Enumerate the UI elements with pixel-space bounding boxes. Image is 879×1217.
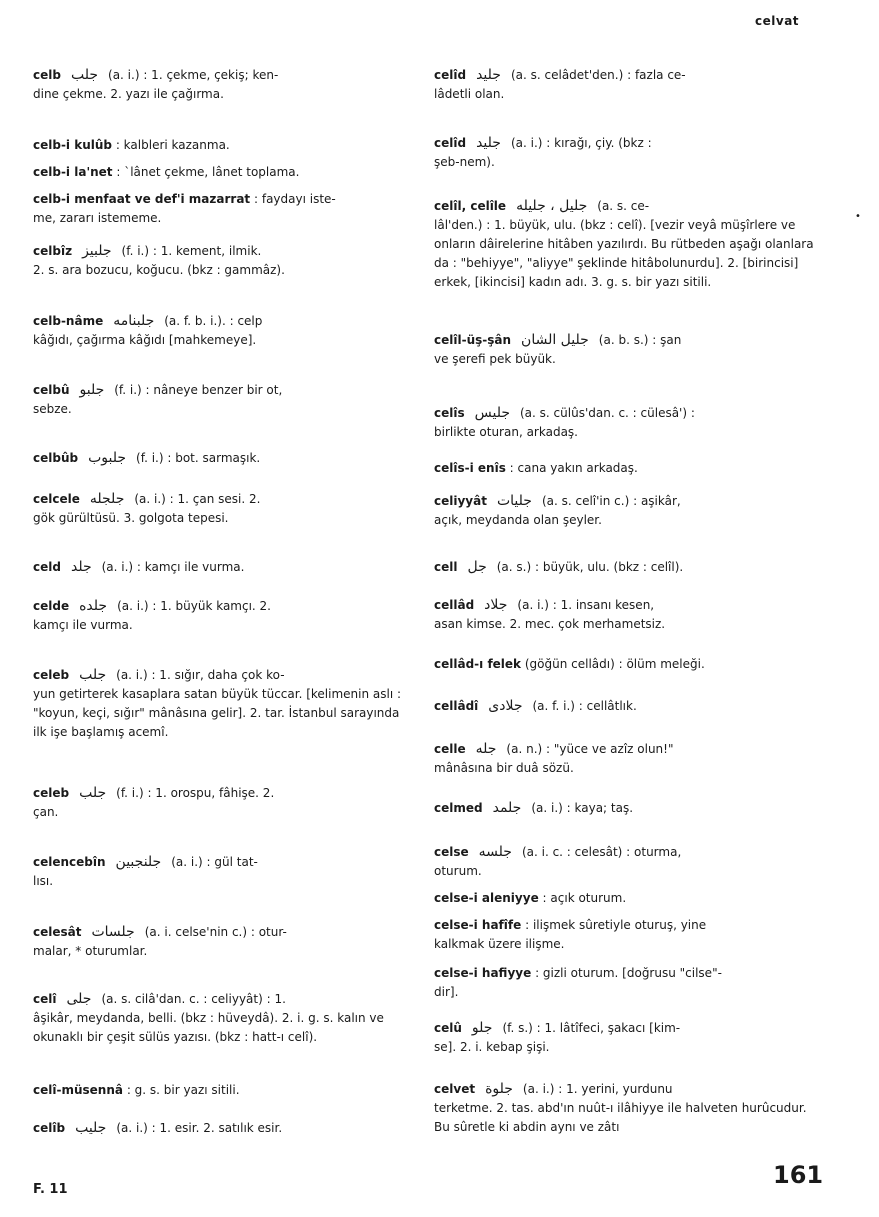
arabic-script: جلبوب bbox=[88, 450, 127, 466]
definition-start: (f. i.) : 1. orospu, fâhişe. 2. bbox=[116, 786, 275, 800]
entry-first-line bbox=[434, 799, 814, 818]
footer-signature: F. 11 bbox=[33, 1182, 68, 1197]
definition-start: (a. i.) : kaya; taş. bbox=[531, 801, 634, 815]
dictionary-entry bbox=[434, 596, 814, 634]
definition-start: (a. i.) : 1. yerini, yurdunu bbox=[522, 1082, 673, 1096]
definition-start: (a. i.) : kırağı, çiy. (bkz : bbox=[510, 136, 652, 150]
entry-first-line bbox=[434, 916, 814, 935]
headword: celû bbox=[434, 1021, 462, 1035]
definition-continued: se]. 2. i. kebap şişi. bbox=[434, 1040, 550, 1054]
entry-first-line bbox=[33, 666, 413, 685]
dictionary-entry bbox=[33, 990, 413, 1047]
entry-first-line bbox=[434, 1019, 814, 1038]
headword: celb-i menfaat ve def'i mazarrat bbox=[33, 192, 251, 206]
arabic-script: جلو bbox=[471, 1020, 493, 1036]
headword: cell bbox=[434, 560, 458, 574]
arabic-script: جليد bbox=[476, 135, 501, 151]
dictionary-entry bbox=[33, 1119, 413, 1138]
definition-continued: 2. s. ara bozucu, koğucu. (bkz : gammâz). bbox=[33, 263, 285, 277]
definition-start: (a. i.) : 1. sığır, daha çok ko- bbox=[116, 668, 285, 682]
headword: celîs bbox=[434, 406, 465, 420]
definition-continued: kalkmak üzere ilişme. bbox=[434, 937, 565, 951]
arabic-script: جليل ، جليله bbox=[516, 198, 588, 214]
entry-first-line bbox=[33, 1081, 413, 1100]
entry-first-line bbox=[33, 136, 413, 155]
dictionary-entry bbox=[33, 784, 413, 822]
definition-continued: kâğıdı, çağırma kâğıdı [mahkemeye]. bbox=[33, 333, 257, 347]
entry-first-line bbox=[33, 923, 413, 942]
entry-first-line bbox=[434, 740, 814, 759]
arabic-script: جلسات bbox=[91, 924, 135, 940]
dictionary-entry bbox=[33, 558, 413, 577]
entry-first-line bbox=[33, 66, 413, 85]
dictionary-entry bbox=[33, 190, 413, 228]
headword: celb-nâme bbox=[33, 314, 104, 328]
dictionary-entry bbox=[434, 697, 814, 716]
headword: celd bbox=[33, 560, 61, 574]
headword: celîb bbox=[33, 1121, 66, 1135]
arabic-script: جلب bbox=[79, 785, 107, 801]
definition-start: (a. i.) : 1. çekme, çekiş; ken- bbox=[108, 68, 279, 82]
headword: celb bbox=[33, 68, 61, 82]
entry-first-line bbox=[33, 242, 413, 261]
arabic-script: جلب bbox=[70, 67, 99, 83]
definition-start: (a. s. celî'in c.) : aşikâr, bbox=[541, 494, 681, 508]
entry-first-line bbox=[33, 381, 413, 400]
definition-continued: çan. bbox=[33, 805, 59, 819]
dictionary-entry bbox=[33, 66, 413, 104]
dictionary-entry bbox=[434, 964, 814, 1002]
headword: celencebîn bbox=[33, 855, 106, 869]
entry-first-line bbox=[33, 990, 413, 1009]
entry-first-line bbox=[33, 490, 413, 509]
headword: celeb bbox=[33, 786, 70, 800]
entry-first-line bbox=[434, 459, 814, 478]
definition-start: : kalbleri kazanma. bbox=[115, 138, 230, 152]
headword: celîd bbox=[434, 136, 467, 150]
definition-continued: lısı. bbox=[33, 874, 54, 888]
headword: celse-i aleniyye bbox=[434, 891, 539, 905]
arabic-script: جليل الشان bbox=[521, 332, 589, 348]
dictionary-entry bbox=[434, 655, 814, 674]
definition-continued: kamçı ile vurma. bbox=[33, 618, 133, 632]
entry-first-line bbox=[33, 784, 413, 803]
definition-continued: ve şerefi pek büyük. bbox=[434, 352, 556, 366]
headword: celde bbox=[33, 599, 70, 613]
dictionary-entry bbox=[33, 853, 413, 891]
definition-continued: oturum. bbox=[434, 864, 482, 878]
definition-start: : cana yakın arkadaş. bbox=[509, 461, 638, 475]
definition-start: : g. s. bir yazı sitili. bbox=[126, 1083, 240, 1097]
definition-continued: lâdetli olan. bbox=[434, 87, 505, 101]
entry-first-line bbox=[434, 331, 814, 350]
definition-start: (a. s. celâdet'den.) : fazla ce- bbox=[510, 68, 686, 82]
headword: celîd bbox=[434, 68, 467, 82]
definition-start: (a. i.) : 1. insanı kesen, bbox=[517, 598, 655, 612]
definition-start: (göğün cellâdı) : ölüm meleği. bbox=[524, 657, 705, 671]
headword: celbûb bbox=[33, 451, 79, 465]
entry-first-line bbox=[434, 964, 814, 983]
definition-start: (a. i. celse'nin c.) : otur- bbox=[144, 925, 287, 939]
definition-start: (a. s. ce- bbox=[597, 199, 650, 213]
dictionary-entry bbox=[434, 740, 814, 778]
definition-start: : açık oturum. bbox=[542, 891, 627, 905]
definition-start: (a. f. i.) : cellâtlık. bbox=[532, 699, 637, 713]
dictionary-entry bbox=[33, 666, 413, 742]
entry-first-line bbox=[33, 190, 413, 209]
headword: celb-i kulûb bbox=[33, 138, 112, 152]
page-number: 161 bbox=[773, 1161, 824, 1189]
arabic-script: جلبو bbox=[79, 382, 105, 398]
headword: celle bbox=[434, 742, 466, 756]
arabic-script: جلاد bbox=[484, 597, 508, 613]
headword: celse-i hafiyye bbox=[434, 966, 532, 980]
headword: celîl, celîle bbox=[434, 199, 507, 213]
running-head: celvat bbox=[755, 14, 800, 28]
headword: celiyyât bbox=[434, 494, 487, 508]
entry-first-line bbox=[434, 843, 814, 862]
dictionary-entry bbox=[434, 492, 814, 530]
margin-mark: • bbox=[855, 211, 861, 222]
arabic-script: جليد bbox=[476, 67, 501, 83]
headword: celesât bbox=[33, 925, 82, 939]
headword: celîl-üş-şân bbox=[434, 333, 512, 347]
entry-first-line bbox=[434, 197, 814, 216]
dictionary-entry bbox=[434, 1080, 814, 1137]
dictionary-entry bbox=[434, 404, 814, 442]
arabic-script: جلمد bbox=[492, 800, 522, 816]
arabic-script: جلجله bbox=[89, 491, 125, 507]
arabic-script: جلده bbox=[79, 598, 108, 614]
arabic-script: جلادى bbox=[488, 698, 523, 714]
definition-continued: âşikâr, meydanda, belli. (bkz : hüveydâ). 2. i. g. s. kalın ve okunaklı bir çeşit sülüs yazısı. (bkz : hatt-ı celî). bbox=[33, 1011, 384, 1044]
dictionary-entry bbox=[33, 136, 413, 155]
headword: celcele bbox=[33, 492, 80, 506]
dictionary-entry bbox=[33, 242, 413, 280]
definition-continued: asan kimse. 2. mec. çok merhametsiz. bbox=[434, 617, 666, 631]
entry-first-line bbox=[33, 853, 413, 872]
headword: celse bbox=[434, 845, 469, 859]
arabic-script: جليس bbox=[474, 405, 510, 421]
definition-start: (a. b. s.) : şan bbox=[598, 333, 682, 347]
definition-continued: terketme. 2. tas. abd'ın nuût-ı ilâhiyye ile halveten hurûcudur. Bu sûretle ki abdin aynı ve zâtı bbox=[434, 1101, 807, 1134]
definition-continued: dir]. bbox=[434, 985, 459, 999]
dictionary-entry bbox=[434, 459, 814, 478]
entry-first-line bbox=[434, 66, 814, 85]
dictionary-entry bbox=[434, 1019, 814, 1057]
definition-continued: dine çekme. 2. yazı ile çağırma. bbox=[33, 87, 224, 101]
headword: celse-i hafîfe bbox=[434, 918, 522, 932]
definition-start: : `lânet çekme, lânet toplama. bbox=[116, 165, 300, 179]
arabic-script: جلب bbox=[79, 667, 107, 683]
arabic-script: جله bbox=[475, 741, 497, 757]
definition-start: (a. s.) : büyük, ulu. (bkz : celîl). bbox=[496, 560, 684, 574]
definition-start: (f. i.) : bot. sarmaşık. bbox=[136, 451, 261, 465]
dictionary-entry bbox=[434, 331, 814, 369]
arabic-script: جلبنامه bbox=[113, 313, 155, 329]
headword: celmed bbox=[434, 801, 483, 815]
arabic-script: جلى bbox=[66, 991, 92, 1007]
entry-first-line bbox=[434, 558, 814, 577]
definition-continued: lâl'den.) : 1. büyük, ulu. (bkz : celî). [vezir veyâ müşîrlere ve onların dâirelerine hitâben yazılırdı. Bu rütbeden aşağı olanlara da : "behiyye", "aliyye" şeklinde hitâbolunurdu]. 2. [birincisi] erkek, [ikincisi] kadın adı. 3. g. s. bir yazı sitili. bbox=[434, 218, 814, 289]
definition-continued: mânâsına bir duâ sözü. bbox=[434, 761, 574, 775]
headword: cellâd bbox=[434, 598, 475, 612]
entry-first-line bbox=[33, 312, 413, 331]
definition-continued: me, zararı istememe. bbox=[33, 211, 162, 225]
dictionary-entry bbox=[33, 449, 413, 468]
arabic-script: جلوة bbox=[485, 1081, 513, 1097]
headword: celî bbox=[33, 992, 57, 1006]
definition-start: : faydayı iste- bbox=[253, 192, 336, 206]
definition-start: (f. i.) : 1. kement, ilmik. bbox=[121, 244, 262, 258]
dictionary-entry bbox=[434, 134, 814, 172]
dictionary-entry bbox=[434, 916, 814, 954]
entry-first-line bbox=[33, 597, 413, 616]
headword: celvet bbox=[434, 1082, 476, 1096]
definition-continued: gök gürültüsü. 3. golgota tepesi. bbox=[33, 511, 229, 525]
definition-start: (a. i.) : kamçı ile vurma. bbox=[101, 560, 245, 574]
definition-start: (a. s. cilâ'dan. c. : celiyyât) : 1. bbox=[101, 992, 286, 1006]
entry-first-line bbox=[434, 596, 814, 615]
arabic-script: جليب bbox=[75, 1120, 107, 1136]
entry-first-line bbox=[434, 492, 814, 511]
dictionary-entry bbox=[434, 843, 814, 881]
arabic-script: جلبيز bbox=[82, 243, 112, 259]
entry-first-line bbox=[434, 655, 814, 674]
entry-first-line bbox=[434, 889, 814, 908]
dictionary-entry bbox=[434, 799, 814, 818]
definition-continued: malar, * oturumlar. bbox=[33, 944, 148, 958]
definition-start: (a. i.) : 1. esir. 2. satılık esir. bbox=[116, 1121, 283, 1135]
definition-continued: şeb-nem). bbox=[434, 155, 495, 169]
definition-continued: birlikte oturan, arkadaş. bbox=[434, 425, 578, 439]
headword: celbîz bbox=[33, 244, 73, 258]
arabic-script: جلسه bbox=[478, 844, 512, 860]
definition-start: (a. n.) : "yüce ve azîz olun!" bbox=[506, 742, 674, 756]
definition-start: (a. i. c. : celesât) : oturma, bbox=[521, 845, 682, 859]
dictionary-entry bbox=[33, 163, 413, 182]
definition-continued: sebze. bbox=[33, 402, 72, 416]
entry-first-line bbox=[434, 134, 814, 153]
dictionary-entry bbox=[33, 312, 413, 350]
headword: celbû bbox=[33, 383, 70, 397]
arabic-script: جلنجبين bbox=[115, 854, 162, 870]
headword: cellâd-ı felek bbox=[434, 657, 522, 671]
dictionary-entry bbox=[434, 197, 814, 292]
definition-start: (a. f. b. i.). : celp bbox=[164, 314, 263, 328]
dictionary-entry bbox=[33, 597, 413, 635]
definition-start: (a. i.) : gül tat- bbox=[171, 855, 258, 869]
headword: cellâdî bbox=[434, 699, 479, 713]
definition-start: (a. s. cülûs'dan. c. : cülesâ') : bbox=[520, 406, 695, 420]
arabic-script: جلد bbox=[70, 559, 92, 575]
dictionary-entry bbox=[434, 558, 814, 577]
headword: celb-i la'net bbox=[33, 165, 113, 179]
definition-start: (f. i.) : nâneye benzer bir ot, bbox=[114, 383, 283, 397]
definition-continued: açık, meydanda olan şeyler. bbox=[434, 513, 602, 527]
definition-continued: yun getirterek kasaplara satan büyük tüccar. [kelimenin aslı : "koyun, keçi, sığır" mânâsına gelir]. 2. tar. İstanbul sarayında ilk işe başlamış acemî. bbox=[33, 687, 402, 739]
dictionary-entry bbox=[434, 66, 814, 104]
arabic-script: جل bbox=[467, 559, 487, 575]
entry-first-line bbox=[33, 449, 413, 468]
dictionary-entry bbox=[434, 889, 814, 908]
entry-first-line bbox=[434, 404, 814, 423]
definition-start: : ilişmek sûretiyle oturuş, yine bbox=[525, 918, 707, 932]
dictionary-entry bbox=[33, 490, 413, 528]
entry-first-line bbox=[33, 558, 413, 577]
headword: celîs-i enîs bbox=[434, 461, 506, 475]
headword: celeb bbox=[33, 668, 70, 682]
entry-first-line bbox=[434, 1080, 814, 1099]
headword: celî-müsennâ bbox=[33, 1083, 123, 1097]
dictionary-entry bbox=[33, 923, 413, 961]
definition-start: (a. i.) : 1. büyük kamçı. 2. bbox=[117, 599, 271, 613]
definition-start: (f. s.) : 1. lâtîfeci, şakacı [kim- bbox=[502, 1021, 681, 1035]
arabic-script: جليات bbox=[496, 493, 532, 509]
definition-start: : gizli oturum. [doğrusu "cilse"- bbox=[535, 966, 722, 980]
dictionary-entry bbox=[33, 1081, 413, 1100]
dictionary-entry bbox=[33, 381, 413, 419]
entry-first-line bbox=[33, 163, 413, 182]
definition-start: (a. i.) : 1. çan sesi. 2. bbox=[134, 492, 261, 506]
entry-first-line bbox=[434, 697, 814, 716]
entry-first-line bbox=[33, 1119, 413, 1138]
